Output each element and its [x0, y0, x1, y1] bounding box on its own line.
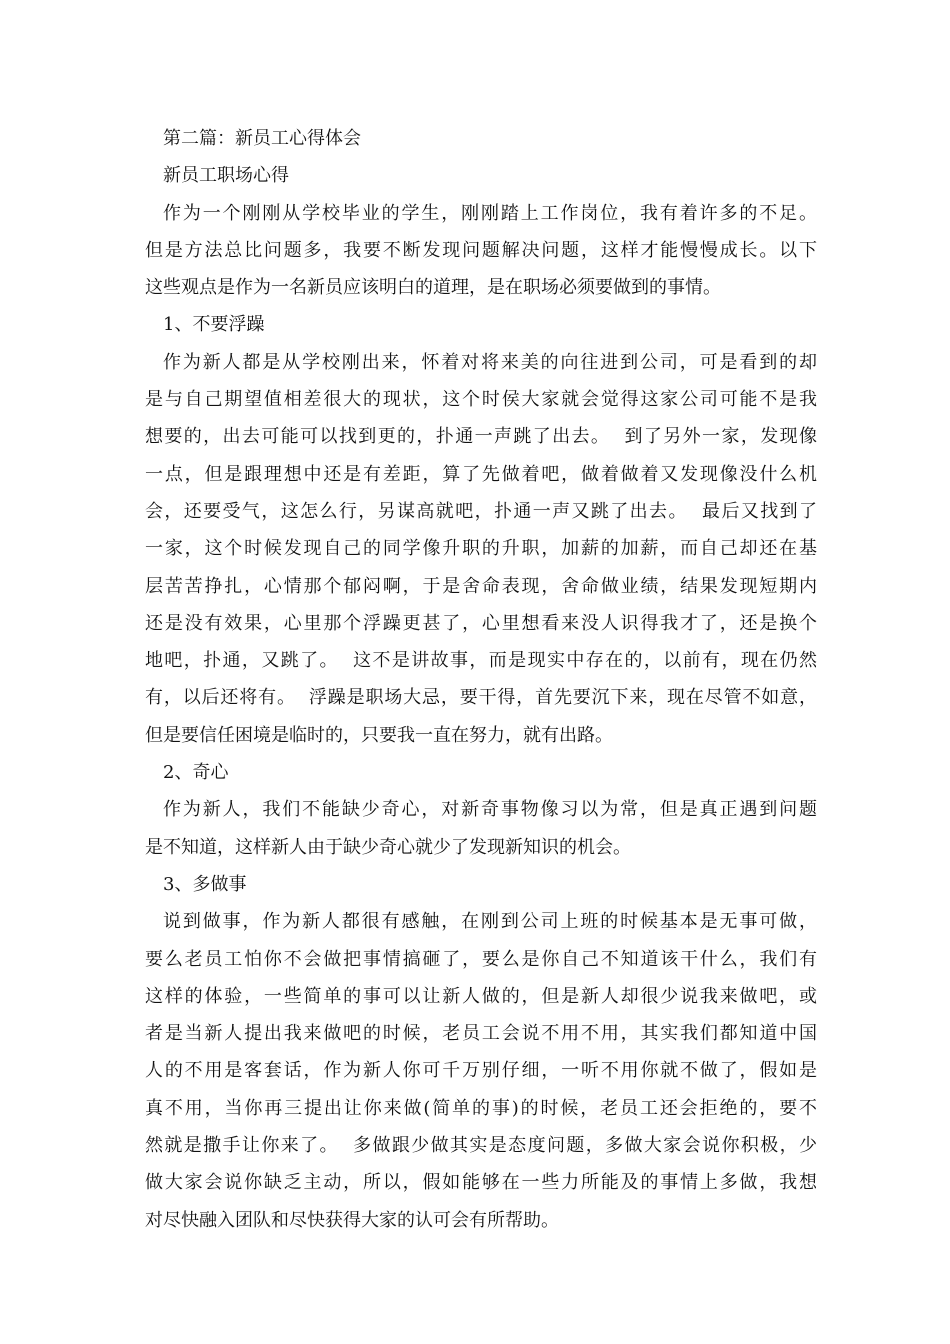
paragraph-line: 一家，这个时候发现自己的同学像升职的升职，加薪的加薪，而自己却还在基: [145, 538, 817, 560]
paragraph-line: 说到做事，作为新人都很有感触，在刚到公司上班的时候基本是无事可做，: [163, 911, 817, 933]
section-heading: 3、多做事: [163, 873, 247, 895]
paragraph-line: 但是要信任困境是临时的，只要我一直在努力，就有出路。: [145, 724, 613, 746]
paragraph-line: 还是没有效果，心里那个浮躁更甚了，心里想看来没人识得我才了，还是换个: [145, 612, 817, 634]
paragraph-line: 做大家会说你缺乏主动，所以，假如能够在一些力所能及的事情上多做，我想: [145, 1172, 817, 1194]
paragraph-line: 者是当新人提出我来做吧的时候，老员工会说不用不用，其实我们都知道中国: [145, 1023, 817, 1045]
section-heading: 新员工职场心得: [163, 165, 289, 187]
paragraph-line: 人的不用是客套话，作为新人你可千万别仔细，一听不用你就不做了，假如是: [145, 1060, 817, 1082]
paragraph-line: 对尽快融入团队和尽快获得大家的认可会有所帮助。: [145, 1209, 559, 1231]
paragraph-line: 然就是撒手让你来了。 多做跟少做其实是态度问题，多做大家会说你积极，少: [145, 1135, 817, 1157]
paragraph-line: 这些观点是作为一名新员应该明白的道理，是在职场必须要做到的事情。: [145, 277, 721, 299]
paragraph-line: 想要的，出去可能可以找到更的，扑通一声跳了出去。 到了另外一家，发现像: [145, 426, 817, 448]
paragraph-line: 会，还要受气，这怎么行，另谋高就吧，扑通一声又跳了出去。 最后又找到了: [145, 500, 817, 522]
section-heading: 第二篇：新员工心得体会: [163, 128, 361, 149]
paragraph-line: 有，以后还将有。 浮躁是职场大忌，要干得，首先要沉下来，现在尽管不如意，: [145, 687, 817, 709]
document-page: [145, 120, 817, 1239]
paragraph-line: 层苦苦挣扎，心情那个郁闷啊，于是舍命表现，舍命做业绩，结果发现短期内: [145, 575, 817, 597]
section-heading: 2、奇心: [163, 762, 229, 784]
paragraph-line: 是与自己期望值相差很大的现状，这个时侯大家就会觉得这家公司可能不是我: [145, 389, 817, 411]
paragraph-line: 地吧，扑通，又跳了。 这不是讲故事，而是现实中存在的，以前有，现在仍然: [145, 650, 817, 672]
paragraph-line: 作为新人都是从学校刚出来，怀着对将来美的向往进到公司，可是看到的却: [163, 351, 817, 373]
paragraph-line: 一点，但是跟理想中还是有差距，算了先做着吧，做着做着又发现像没什么机: [145, 463, 817, 485]
paragraph-line: 作为新人，我们不能缺少奇心，对新奇事物像习以为常，但是真正遇到问题: [163, 799, 817, 821]
section-heading: 1、不要浮躁: [163, 314, 265, 336]
paragraph-line: 这样的体验，一些简单的事可以让新人做的，但是新人却很少说我来做吧，或: [145, 985, 817, 1007]
paragraph-line: 但是方法总比问题多，我要不断发现问题解决问题，这样才能慢慢成长。以下: [145, 239, 817, 261]
paragraph-line: 是不知道，这样新人由于缺少奇心就少了发现新知识的机会。: [145, 836, 631, 858]
paragraph-line: 真不用，当你再三提出让你来做(简单的事)的时候，老员工还会拒绝的，要不: [145, 1097, 817, 1119]
paragraph-line: 要么老员工怕你不会做把事情搞砸了，要么是你自己不知道该干什么，我们有: [145, 948, 817, 970]
paragraph-line: 作为一个刚刚从学校毕业的学生，刚刚踏上工作岗位，我有着许多的不足。: [163, 202, 817, 224]
